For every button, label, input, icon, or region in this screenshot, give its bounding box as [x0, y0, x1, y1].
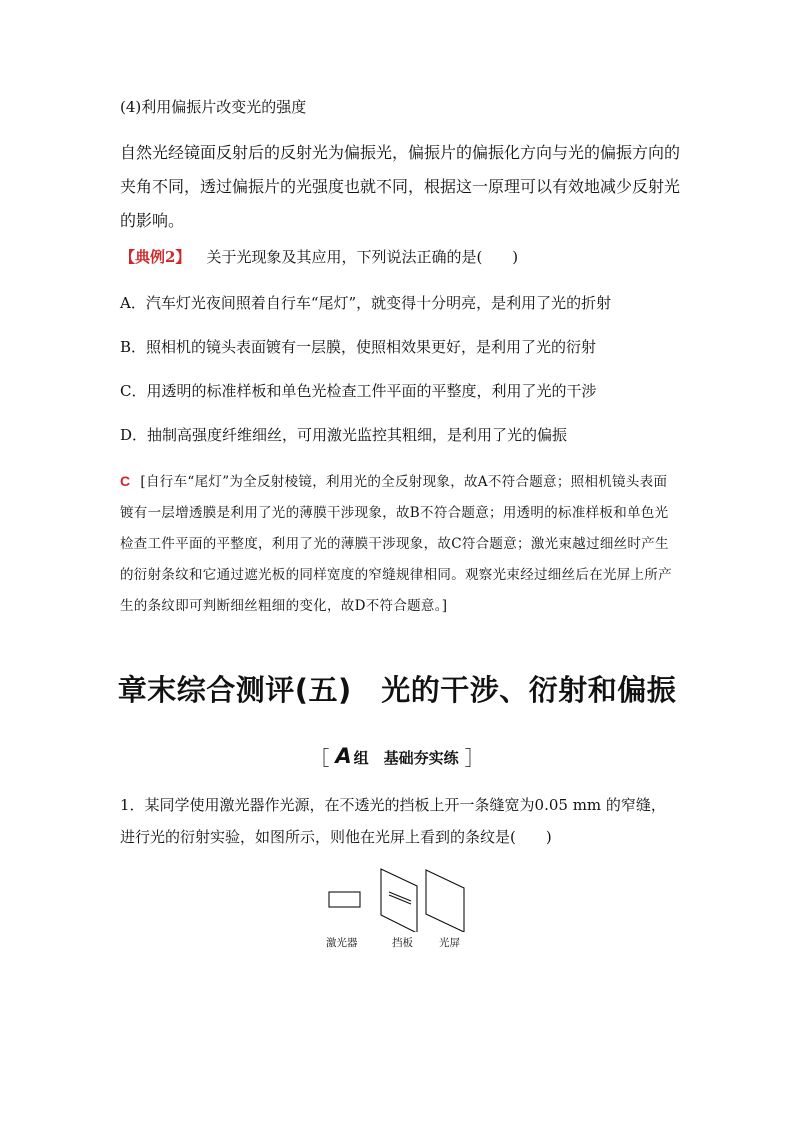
- group-text: 组 基础夯实练: [353, 749, 459, 767]
- option-b: B．照相机的镜头表面镀有一层膜，使照相效果更好，是利用了光的衍射: [120, 338, 597, 356]
- subsection-title: (4)利用偏振片改变光的强度: [120, 98, 307, 116]
- option-a: A．汽车灯光夜间照着自行车“尾灯”，就变得十分明亮，是利用了光的折射: [120, 294, 612, 312]
- example-tag: 【典例2】: [120, 248, 191, 266]
- explanation-text: [自行车“尾灯”为全反射棱镜，利用光的全反射现象，故A不符合题意；照相机镜头表面镀有一层增透膜是利用了光的薄膜干涉现象，故B不符合题意；用透明的标准样板和单色光检查工件平面的平整度，利用了光的薄膜干涉现象，故C符合题意；激光束越过细丝时产生的衍射条纹和它通过遮光板的同样宽度的窄缝规律相同。观察光束经过细丝后在光屏上所产生的条纹即可判断细丝粗细的变化，故D不符合题意。]: [120, 474, 672, 614]
- screen-label: 光屏: [439, 937, 460, 949]
- group-header: [0, 742, 794, 771]
- bracket-right: ］: [464, 746, 485, 770]
- answer-explanation: [120, 466, 680, 622]
- baffle-plate: [381, 869, 417, 932]
- diffraction-setup-figure: [318, 862, 478, 957]
- example-question: 关于光现象及其应用，下列说法正确的是( ): [206, 248, 519, 266]
- laser-box: [329, 892, 360, 907]
- chapter-title: 章末综合测评(五) 光的干涉、衍射和偏振: [117, 673, 677, 707]
- screen-plate: [426, 870, 464, 932]
- option-d: D．抽制高强度纤维细丝，可用激光监控其粗细，是利用了光的偏振: [120, 426, 568, 444]
- baffle-label: 挡板: [392, 937, 413, 949]
- apparatus-drawing: [318, 862, 478, 932]
- laser-label: 激光器: [326, 937, 358, 949]
- intro-paragraph: 自然光经镜面反射后的反射光为偏振光，偏振片的偏振化方向与光的偏振方向的夹角不同，透过偏振片的光强度也就不同，根据这一原理可以有效地减少反射光的影响。: [120, 143, 681, 230]
- option-c: C．用透明的标准样板和单色光检查工件平面的平整度，利用了光的干涉: [120, 382, 597, 400]
- bracket-left: ［: [309, 746, 330, 770]
- example-header: [120, 246, 518, 267]
- question-1: 1．某同学使用激光器作光源，在不透光的挡板上开一条缝宽为0.05 mm 的窄缝，进行光的衍射实验，如图所示，则他在光屏上看到的条纹是( ): [120, 796, 666, 846]
- group-letter: A: [335, 744, 352, 768]
- answer-letter: C: [120, 473, 131, 489]
